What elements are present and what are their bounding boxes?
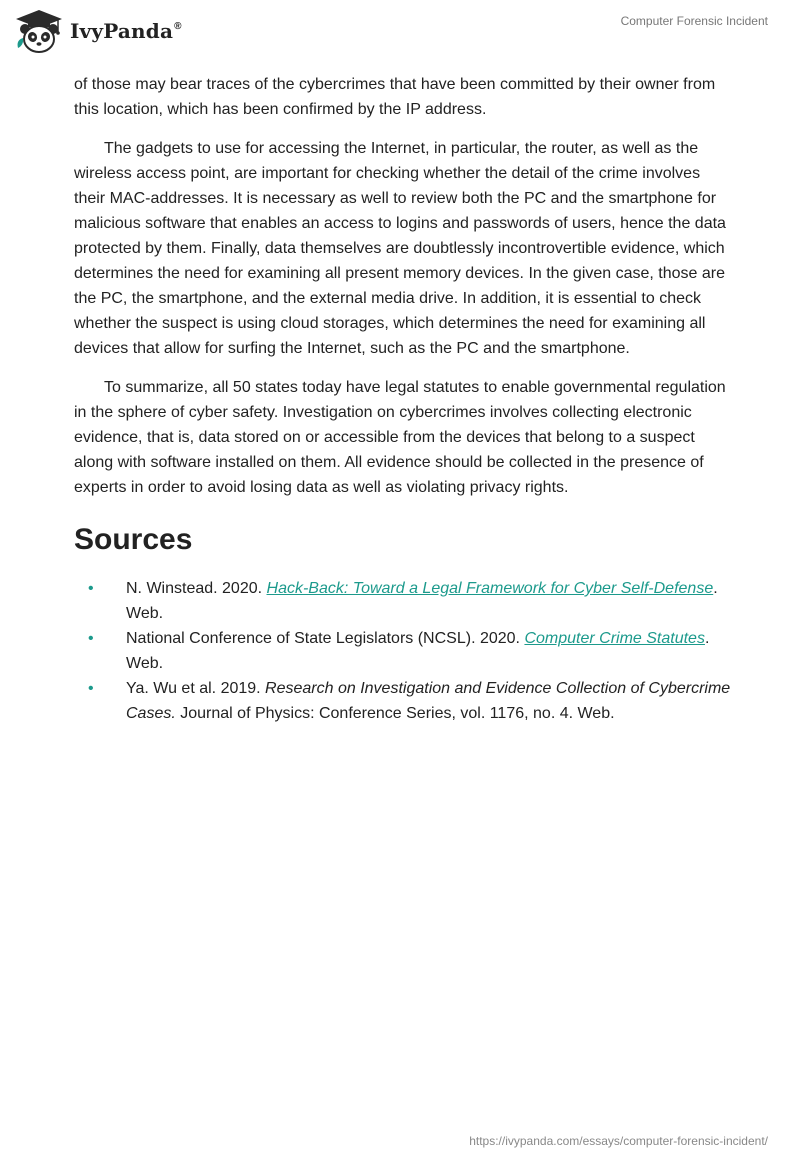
source-author-year: National Conference of State Legislators (NCSL). 2020.: [126, 630, 525, 647]
paragraph-gadgets: The gadgets to use for accessing the Internet, in particular, the router, as well as the wireless access point, are important for checking whether the detail of the crime involves their MAC-addresses. It is necessary as well to review both the PC and the smartphone for malicious software that enables an access to logins and passwords of users, hence the data protected by them. Finally, data themselves are doubtlessly incontrovertible evidence, which determines the need for examining all present memory devices. In the given case, those are the PC, the smartphone, and the external media drive. In addition, it is essential to check whether the suspect is using cloud storages, which determines the need for examining all devices that allow for surfing the Internet, such as the PC and the smartphone.: [74, 140, 726, 357]
source-link[interactable]: Hack-Back: Toward a Legal Framework for Cyber Self-Defense: [266, 580, 714, 597]
page-header: [0, 0, 800, 70]
source-title: Research on Investigation and Evidence Collection of Cybercrime Cases.: [126, 680, 731, 722]
source-suffix: . Web.: [126, 630, 710, 672]
bullet-icon: •: [88, 630, 94, 647]
sources-heading: Sources: [74, 523, 193, 556]
panda-graduate-icon: [14, 8, 64, 54]
ivypanda-logo[interactable]: [14, 8, 182, 54]
paragraph-continued: of those may bear traces of the cybercrimes that have been committed by their owner from this location, which has been confirmed by the IP address.: [74, 76, 716, 118]
bullet-icon: •: [88, 580, 94, 597]
bullet-icon: •: [88, 680, 94, 697]
sources-list: [74, 576, 734, 726]
source-author-year: N. Winstead. 2020.: [126, 580, 267, 597]
footer-url[interactable]: https://ivypanda.com/essays/computer-forensic-incident/: [469, 1134, 768, 1148]
brand-name: IvyPanda®: [70, 19, 182, 43]
source-link[interactable]: Computer Crime Statutes: [524, 630, 705, 647]
source-item: [74, 576, 734, 626]
registered-mark: ®: [174, 21, 182, 32]
source-author-year: Ya. Wu et al. 2019.: [126, 680, 266, 697]
source-suffix: Journal of Physics: Conference Series, vol. 1176, no. 4. Web.: [175, 705, 615, 722]
document-title: Computer Forensic Incident: [620, 14, 768, 28]
source-item: [74, 626, 734, 676]
source-item: [74, 676, 734, 726]
paragraph-summary: To summarize, all 50 states today have legal statutes to enable governmental regulation in the sphere of cyber safety. Investigation on cybercrimes involves collecting electronic evidence, that is, data stored on or accessible from the devices that belong to a suspect along with software installed on them. All evidence should be collected in the presence of experts in order to avoid losing data as well as violating privacy rights.: [74, 379, 726, 496]
essay-content: [74, 72, 734, 726]
source-suffix: . Web.: [126, 580, 718, 622]
